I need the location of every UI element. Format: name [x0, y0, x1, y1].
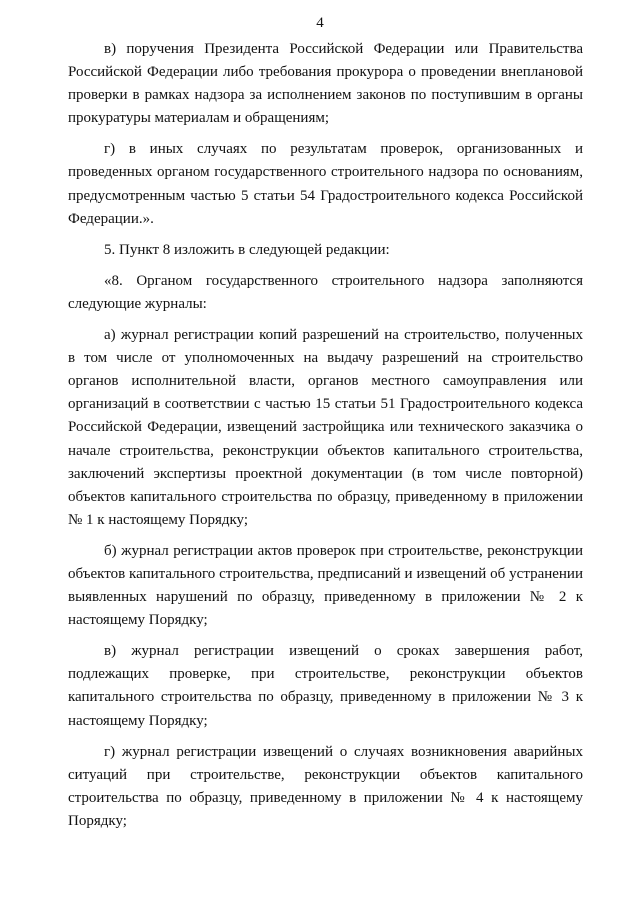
paragraph-journal-g: г) журнал регистрации извещений о случаях возникновения аварийных ситуаций при строительстве, реконструкции объектов капитального строительства по образцу, приведенному в приложении № 4 к настоящему Порядку; [68, 743, 583, 829]
paragraph-journal-a: а) журнал регистрации копий разрешений на строительство, полученных в том числе от уполномоченных на выдачу разрешений на строительство органов исполнительной власти, органов местного самоуправления или организаций в соответствии с частью 15 статьи 51 Градостроительного кодекса Российской Федерации, извещений застройщика или технического заказчика о начале строительства, реконструкции объектов капитального строительства, заключений экспертизы проектной документации (в том числе повторной) объектов капитального строительства по образцу, приведенному в приложении № 1 к настоящему Порядку; [68, 327, 583, 528]
paragraph-journal-b: б) журнал регистрации актов проверок при строительстве, реконструкции объектов капитального строительства, предписаний и извещений об устранении выявленных нарушений по образцу, приведенному в приложении № 2 к настоящему Порядку; [68, 542, 583, 629]
document-body [68, 38, 583, 833]
page-number: 4 [316, 15, 324, 31]
paragraph-journal-v: в) журнал регистрации извещений о сроках завершения работ, подлежащих проверке, при строительстве, реконструкции объектов капитального строительства по образцу, приведенному в приложении № 3 к настоящему Порядку; [68, 643, 583, 729]
paragraph-point-5: 5. Пункт 8 изложить в следующей редакции: [104, 241, 390, 258]
paragraph-point-8-intro: «8. Органом государственного строительного надзора заполняются следующие журналы: [68, 272, 583, 312]
paragraph-item-g-other-cases: г) в иных случаях по результатам проверок, организованных и проведенных органом государственного строительного надзора по основаниям, предусмотренным частью 5 статьи 54 Градостроительного кодекса Российской Федерации.». [68, 141, 583, 227]
paragraph-item-v-instructions: в) поручения Президента Российской Федерации или Правительства Российской Федерации либо требования прокурора о проведении внеплановой проверки в рамках надзора за исполнением законов по поступившим в органы прокуратуры материалам и обращениям; [68, 41, 583, 127]
